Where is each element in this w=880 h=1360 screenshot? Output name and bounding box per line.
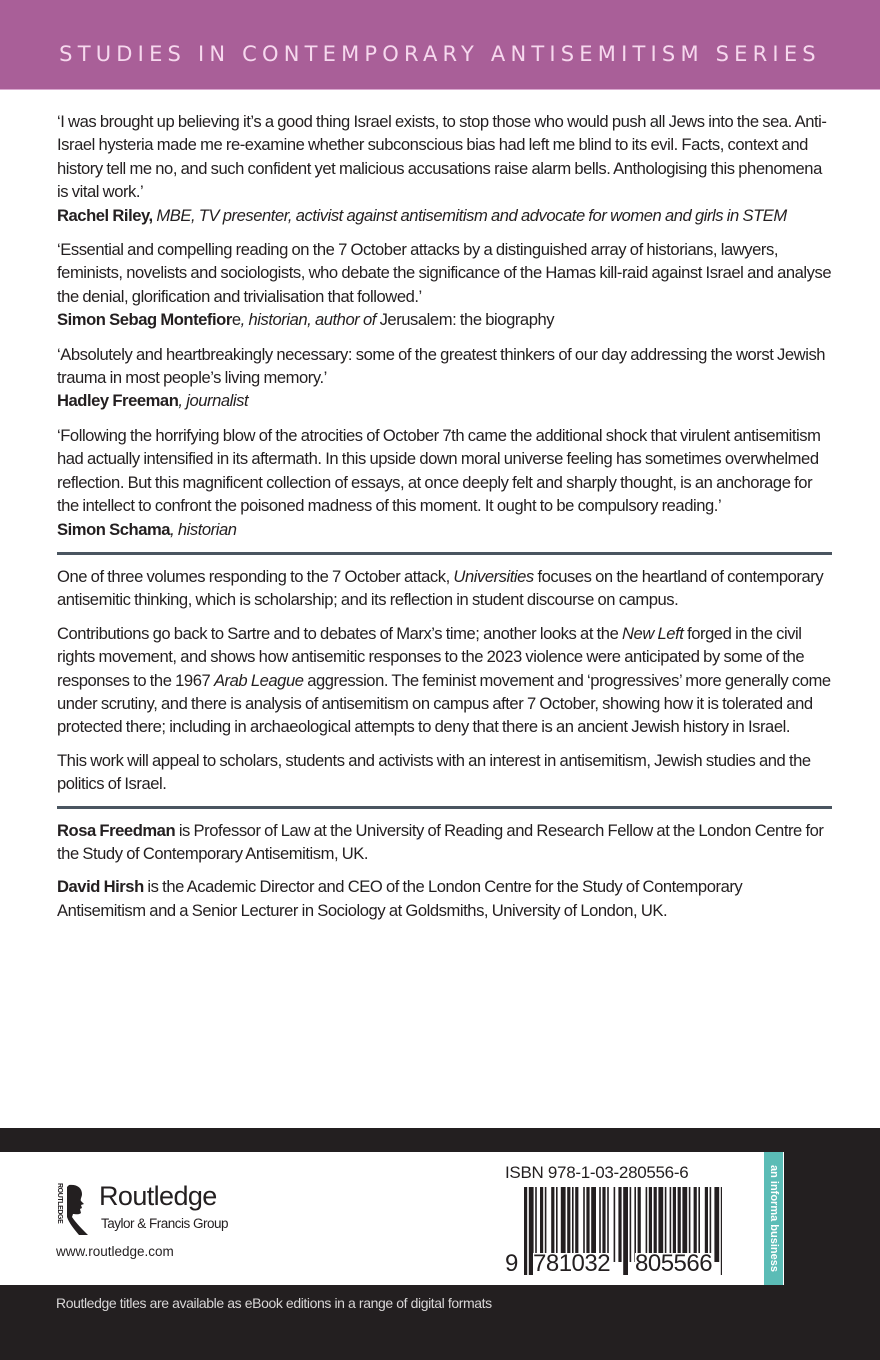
emphasis: New Left	[622, 623, 684, 643]
endorser-role: MBE, TV presenter, activist against antisemitism and advocate for women and girls in STEM	[152, 205, 787, 225]
text: forged in the civil rights movement, and shows how antisemitic responses to the 2023 violence were anticipated by some of the responses to the 1967	[57, 623, 805, 690]
barcode-bar	[630, 1187, 632, 1262]
book-title: Universities	[453, 566, 534, 586]
bio-text: is the Academic Director and CEO of the London Centre for the Study of Contemporary Antisemitism and a Senior Lecturer in Sociology at Goldsmiths, University of London, UK.	[57, 877, 743, 920]
editor-name: David Hirsh	[57, 877, 144, 897]
barcode-digits-left: 781032	[533, 1250, 611, 1277]
text: One of three volumes responding to the 7 October attack,	[57, 566, 454, 586]
barcode-bar	[614, 1187, 616, 1262]
barcode-bar	[618, 1187, 621, 1262]
barcode-digit-first: 9	[505, 1250, 519, 1277]
informa-label: an informa business	[768, 1165, 780, 1272]
endorsement-quote: ‘Absolutely and heartbreakingly necessary: some of the greatest thinkers of our day addressing the worst Jewish trauma in most people’s living memory.’	[57, 344, 826, 388]
endorsement-quote: ‘Following the horrifying blow of the atrocities of October 7th came the additional shock that virulent antisemitism had actually intensified in its aftermath. In this upside down moral universe feeling has sometimes overwhelmed reflection. But this magnificent collection of essays, at once deeply felt and sharply thought, is an anchorage for the intellect to confront the poisoned madness of this moment. It ought to be compulsory reading.’	[57, 425, 821, 516]
endorser-role: , journalist	[178, 391, 249, 411]
endorsement-quote: ‘I was brought up believing it’s a good thing Israel exists, to stop those who would push all Jews into the sea. Anti-Israel hysteria made me re-examine whether subconscious bias had left me blind to its evil. Facts, context and history tell me no, and such confident yet malicious accusations raise alarm bells. Anthologising this phenomena is vital work.’	[57, 112, 827, 202]
barcode-bar	[524, 1187, 527, 1275]
editor-bio	[57, 819, 832, 866]
description-paragraph	[57, 565, 832, 612]
description-paragraph	[57, 622, 832, 739]
text: Contributions go back to Sartre and to debates of Marx’s time; another looks at the	[57, 623, 623, 643]
routledge-logo-wordmark: ROUTLEDGE	[56, 1183, 63, 1224]
endorser-role: , historian, author of	[240, 310, 380, 330]
series-banner	[0, 0, 880, 90]
book-title: Jerusalem: the biography	[379, 310, 555, 330]
publisher-url[interactable]: www.routledge.com	[56, 1244, 174, 1259]
back-cover-text	[57, 110, 832, 932]
barcode-digits-right: 805566	[635, 1250, 713, 1277]
barcode-bar	[714, 1187, 719, 1262]
editor-bio	[57, 875, 832, 922]
ebook-note: Routledge titles are available as eBook editions in a range of digital formats	[56, 1295, 492, 1311]
endorser-name: Simon Sebag Montefior	[57, 310, 232, 330]
bio-text: is Professor of Law at the University of Reading and Research Fellow at the London Centre for the Study of Contemporary Antisemitism, UK.	[57, 820, 824, 863]
endorser-name: Simon Schama	[57, 519, 171, 539]
barcode-bar	[623, 1187, 628, 1275]
editor-name: Rosa Freedman	[57, 820, 176, 840]
publisher-group: Taylor & Francis Group	[101, 1216, 229, 1231]
emphasis: Arab League	[213, 670, 304, 690]
book-description	[57, 565, 832, 796]
section-divider	[57, 552, 832, 555]
section-divider	[57, 806, 832, 809]
publisher-name: Routledge	[99, 1181, 217, 1211]
endorsement	[57, 424, 832, 541]
endorser-name: Hadley Freeman	[57, 391, 179, 411]
isbn-label: ISBN 978-1-03-280556-6	[505, 1163, 689, 1182]
endorsement	[57, 238, 832, 332]
endorsement	[57, 343, 832, 413]
text: aggression. The feminist movement and ‘progressives’ more generally come under scrutiny, and there is analysis of antisemitism on campus after 7 October, showing how it is tolerated and protected there; including in archaeological attempts to deny that there is an ancient Jewish history in Israel.	[57, 670, 831, 737]
endorser-role: , historian	[170, 519, 237, 539]
barcode-bar	[721, 1187, 722, 1275]
text: focuses on the heartland of contemporary antisemitic thinking, which is scholarship; and its reflection in student discourse on campus.	[57, 566, 824, 610]
endorsement	[57, 110, 832, 227]
routledge-logo-icon	[55, 1183, 91, 1236]
description-paragraph: This work will appeal to scholars, students and activists with an interest in antisemitism, Jewish studies and the politics of Israel.	[57, 750, 811, 794]
series-title: STUDIES IN CONTEMPORARY ANTISEMITISM SERIES	[59, 42, 821, 66]
editor-bios	[57, 819, 832, 923]
endorsement-quote: ‘Essential and compelling reading on the 7 October attacks by a distinguished array of historians, lawyers, feminists, novelists and sociologists, who debate the significance of the Hamas kill-raid against Israel and analyse the denial, glorification and trivialisation that followed.’	[57, 240, 832, 306]
endorser-name-tail: e	[231, 310, 241, 330]
endorser-name: Rachel Riley,	[57, 205, 153, 225]
